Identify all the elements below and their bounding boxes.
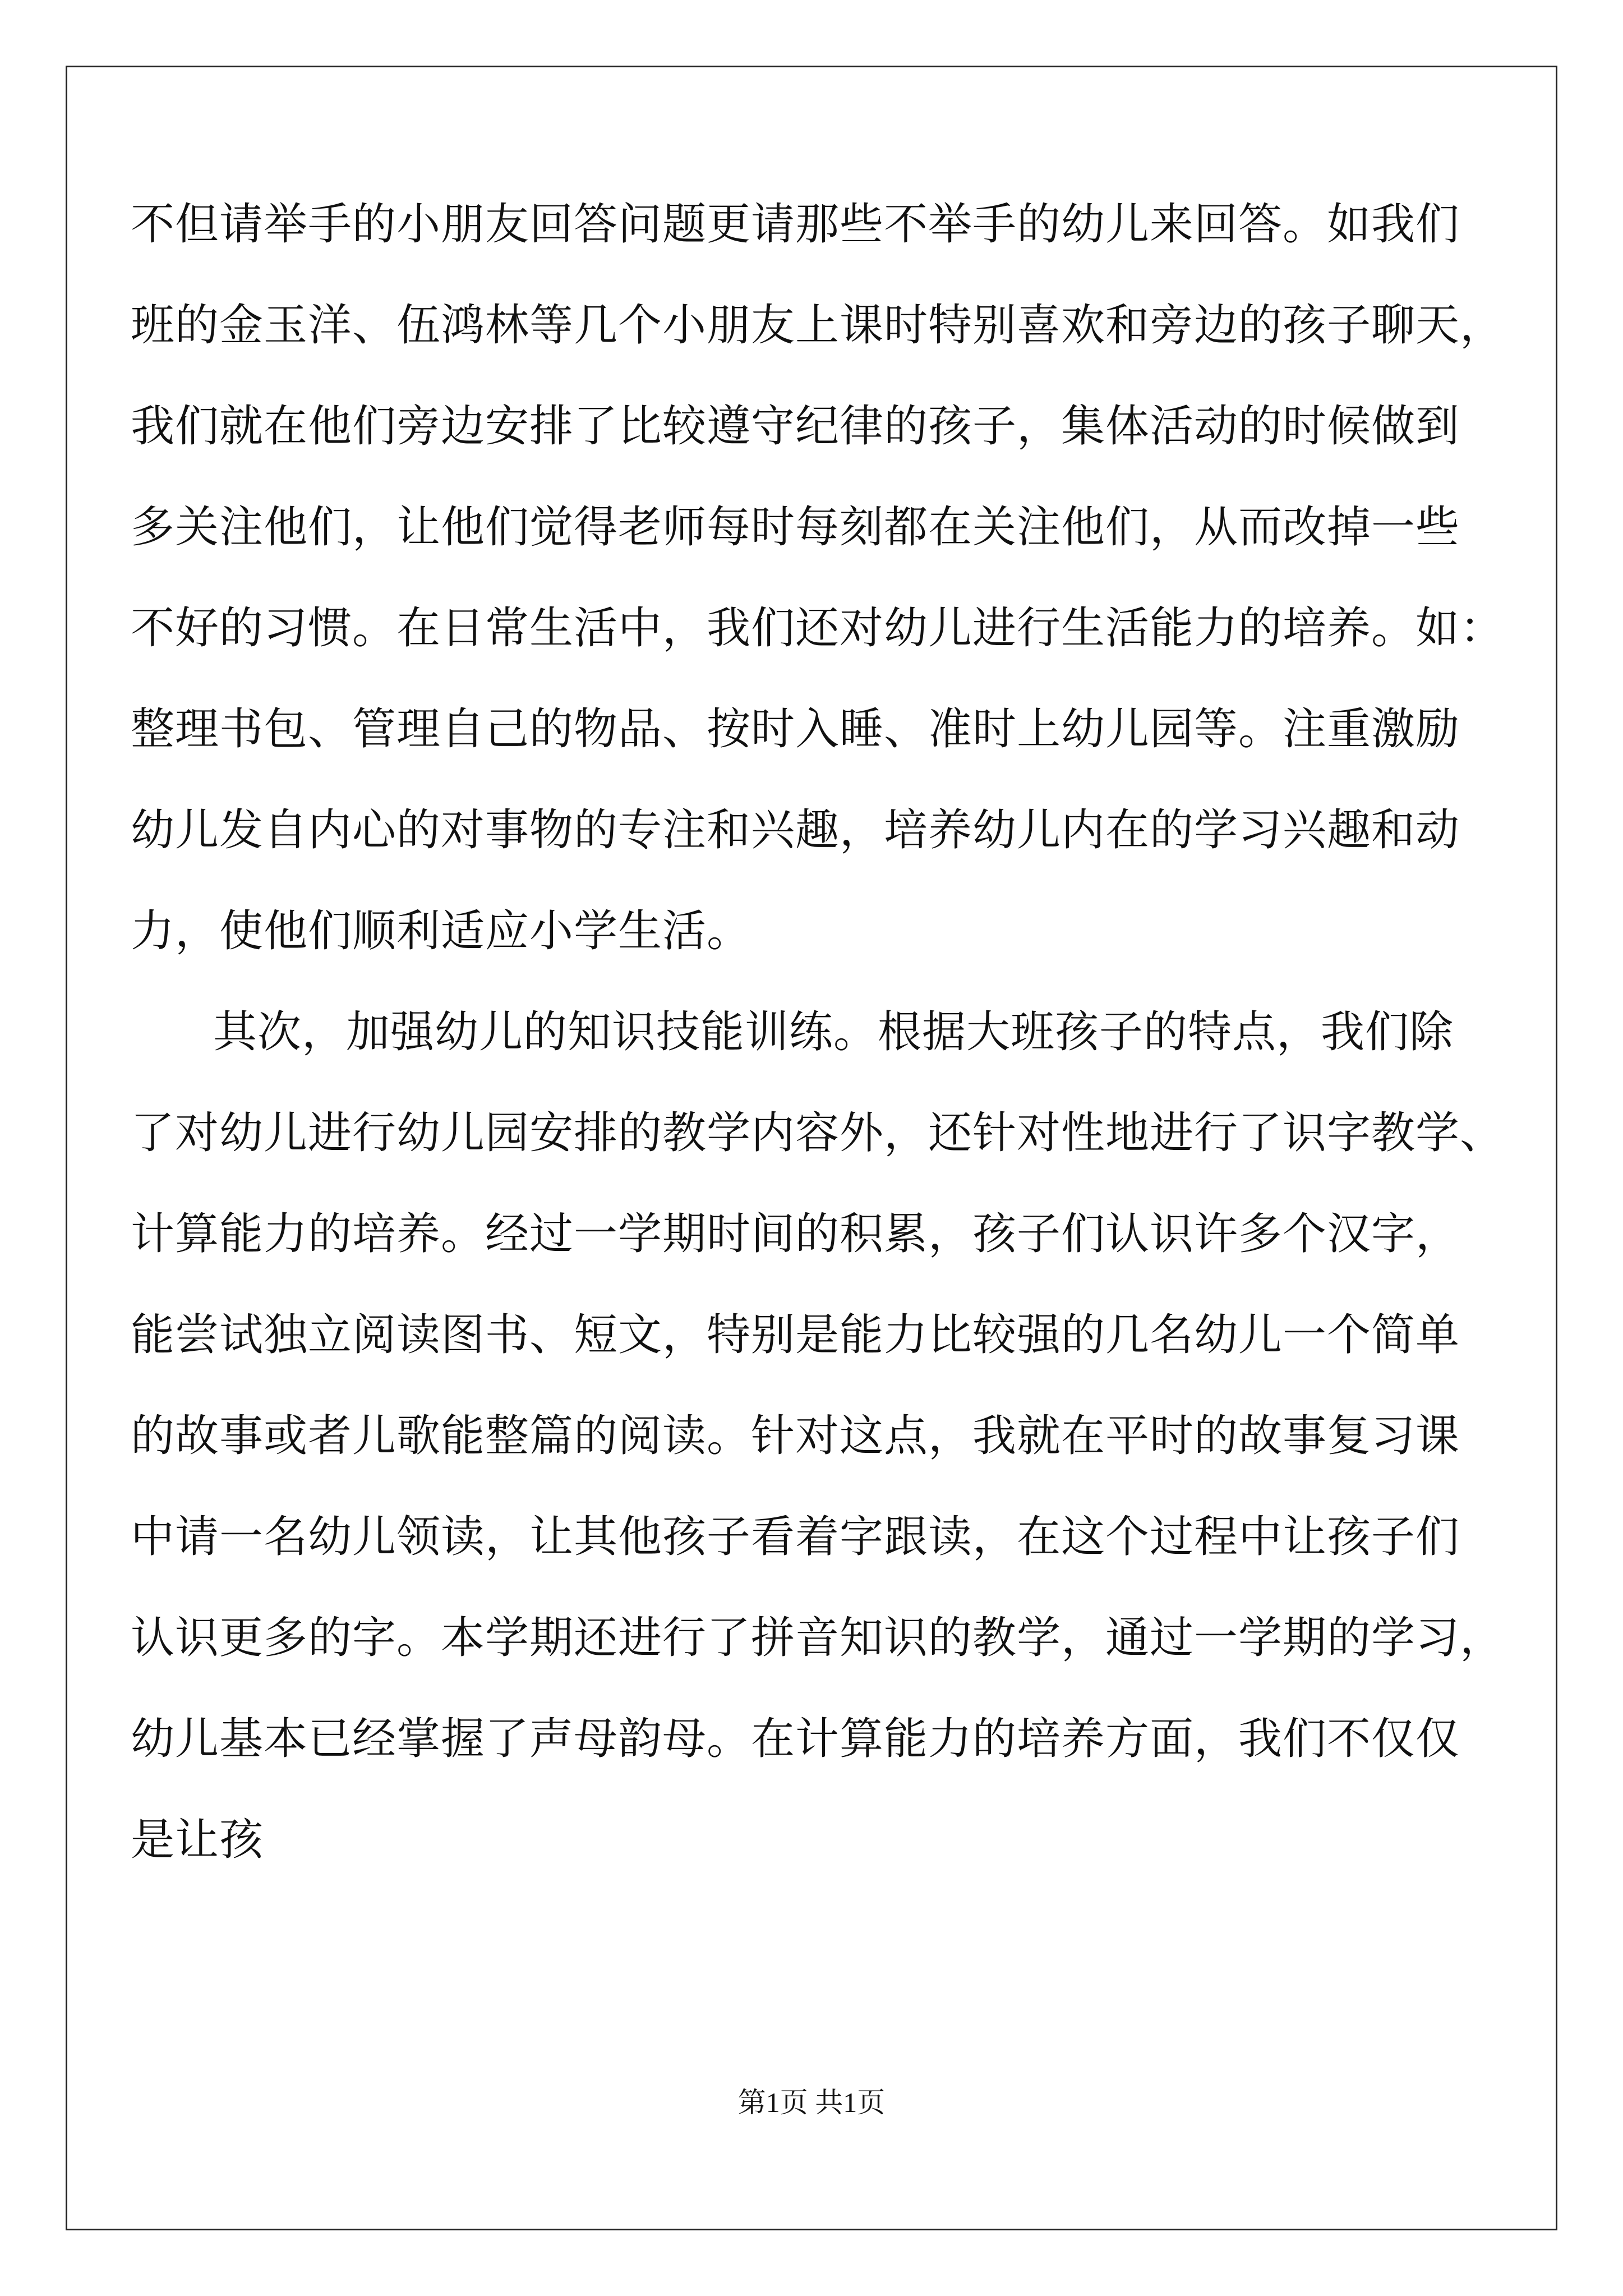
page-number-footer: 第1页 共1页 [737, 2087, 886, 2118]
text-line-15: 认识更多的字。本学期还进行了拼音知识的教学，通过一学期的学习， [131, 1613, 1505, 1663]
text-line-3: 我们就在他们旁边安排了比较遵守纪律的孩子，集体活动的时候做到 [131, 401, 1460, 452]
text-line-12: 能尝试独立阅读图书、短文，特别是能力比较强的几名幼儿一个简单 [131, 1310, 1460, 1360]
text-line-13: 的故事或者儿歌能整篇的阅读。针对这点，我就在平时的故事复习课 [131, 1411, 1460, 1461]
text-line-6: 整理书包、管理自己的物品、按时入睡、准时上幼儿园等。注重激励 [131, 704, 1460, 754]
text-line-17: 是让孩 [131, 1815, 264, 1865]
text-line-9-indented: 其次，加强幼儿的知识技能训练。根据大班孩子的特点，我们除 [213, 1007, 1454, 1057]
text-line-11: 计算能力的培养。经过一学期时间的积累，孩子们认识许多个汉字， [131, 1209, 1460, 1259]
text-line-7: 幼儿发自内心的对事物的专注和兴趣，培养幼儿内在的学习兴趣和动 [131, 805, 1460, 855]
text-line-16: 幼儿基本已经掌握了声母韵母。在计算能力的培养方面，我们不仅仅 [131, 1714, 1460, 1764]
text-line-10: 了对幼儿进行幼儿园安排的教学内容外，还针对性地进行了识字教学、 [131, 1108, 1505, 1158]
text-line-8: 力，使他们顺利适应小学生活。 [131, 906, 751, 956]
text-line-14: 中请一名幼儿领读，让其他孩子看着字跟读，在这个过程中让孩子们 [131, 1512, 1460, 1562]
text-line-5: 不好的习惯。在日常生活中，我们还对幼儿进行生活能力的培养。如： [131, 603, 1505, 654]
text-line-1: 不但请举手的小朋友回答问题更请那些不举手的幼儿来回答。如我们 [131, 199, 1460, 250]
text-line-2: 班的金玉洋、伍鸿林等几个小朋友上课时特别喜欢和旁边的孩子聊天， [131, 300, 1505, 351]
text-line-4: 多关注他们，让他们觉得老师每时每刻都在关注他们，从而改掉一些 [131, 502, 1460, 553]
